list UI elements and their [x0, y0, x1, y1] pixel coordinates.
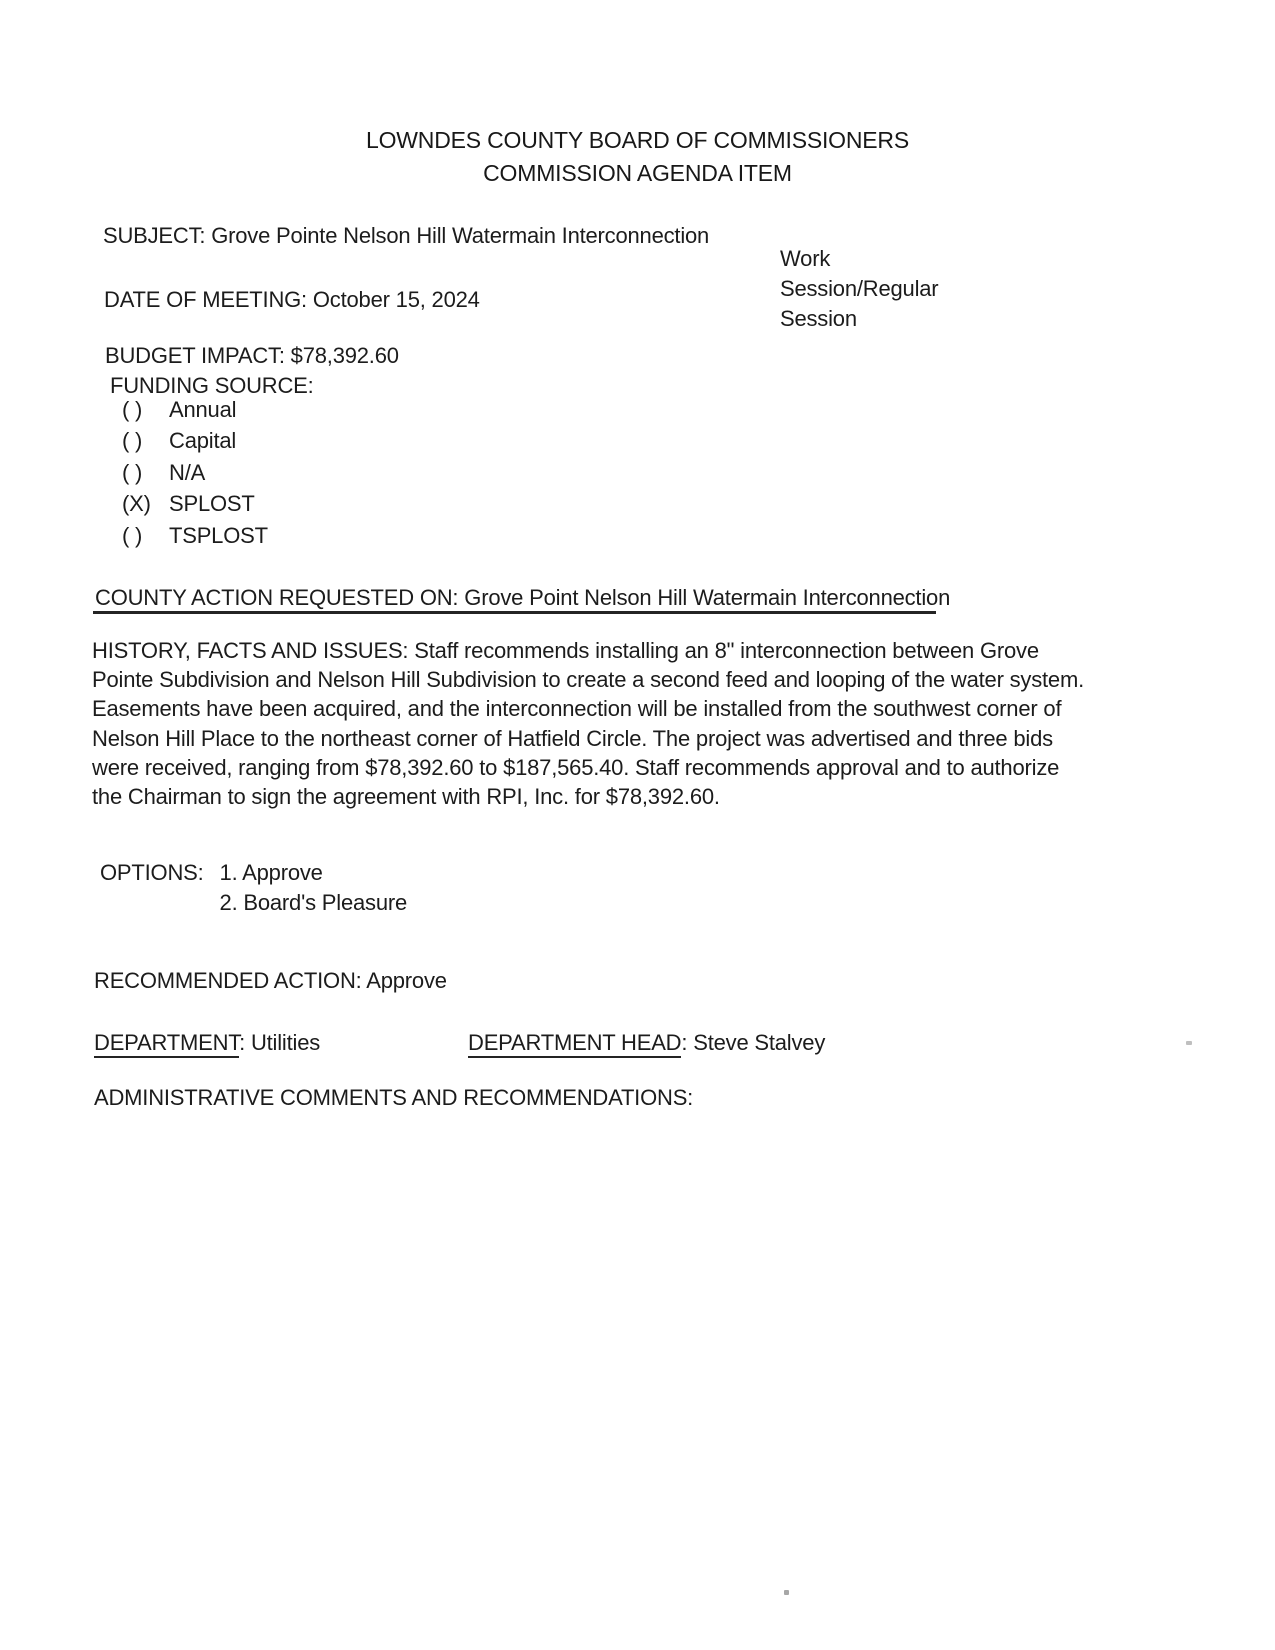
department-value: Utilities [250, 1030, 321, 1055]
funding-option-label: Capital [169, 428, 237, 454]
county-action-row [95, 585, 950, 611]
document-title [0, 124, 1275, 190]
options-items [220, 858, 408, 918]
title-line-2: COMMISSION AGENDA ITEM [483, 160, 792, 186]
horizontal-rule [93, 611, 936, 614]
checkbox-unchecked-icon: ( ) [122, 396, 143, 422]
session-type [780, 244, 950, 334]
funding-source-list [122, 394, 268, 552]
funding-option-annual [122, 394, 268, 426]
funding-option-splost [122, 489, 268, 521]
checkbox-unchecked-icon: ( ) [122, 459, 143, 485]
department-head-group [468, 1030, 825, 1056]
history-label: HISTORY, FACTS AND ISSUES: [92, 638, 409, 663]
meeting-date-row [104, 287, 480, 313]
title-line-1: LOWNDES COUNTY BOARD OF COMMISSIONERS [366, 127, 909, 153]
department-group [94, 1030, 320, 1058]
funding-option-label: Annual [169, 396, 237, 422]
department-row [94, 1030, 1194, 1056]
session-line-1: Work [780, 246, 831, 271]
funding-option-capital [122, 426, 268, 458]
funding-option-label: SPLOST [169, 491, 255, 517]
county-action-value: Grove Point Nelson Hill Watermain Interconnection [464, 585, 951, 610]
option-item-2: 2. Board's Pleasure [219, 890, 408, 915]
funding-option-tsplost [122, 520, 268, 552]
department-colon: : [239, 1030, 246, 1055]
department-label: DEPARTMENT [94, 1030, 239, 1058]
budget-impact-value: $78,392.60 [290, 343, 399, 368]
department-head-label: DEPARTMENT HEAD [468, 1030, 681, 1058]
checkbox-unchecked-icon: ( ) [122, 428, 143, 454]
history-text: Staff recommends installing an 8" interconnection between Grove Pointe Subdivision and Nelson Hill Subdivision to create a second feed and looping of the water system. Easements have been acquired, and the interconnection will be installed from the southwest corner of Nelson Hill Place to the northeast corner of Hatfield Circle. The project was advertised and three bids were received, ranging from $78,392.60 to $187,565.40. Staff recommends approval and to authorize the Chairman to sign the agreement with RPI, Inc. for $78,392.60. [92, 638, 1085, 810]
recommended-action-value: Approve [366, 968, 447, 993]
funding-option-label: TSPLOST [169, 522, 268, 548]
checkbox-checked-icon: (X) [122, 491, 151, 517]
recommended-action-row [94, 968, 447, 994]
admin-comments-label: ADMINISTRATIVE COMMENTS AND RECOMMENDATIONS: [94, 1085, 694, 1110]
scan-artifact [1186, 1041, 1192, 1045]
subject-row [103, 223, 709, 249]
scan-artifact [784, 1590, 789, 1595]
funding-option-label: N/A [169, 459, 206, 485]
budget-impact-label: BUDGET IMPACT: [105, 343, 285, 368]
funding-option-na [122, 457, 268, 489]
option-item-1: 1. Approve [219, 860, 323, 885]
history-paragraph [92, 636, 1094, 811]
department-head-value: Steve Stalvey [693, 1030, 826, 1055]
department-head-colon: : [681, 1030, 688, 1055]
recommended-action-label: RECOMMENDED ACTION: [94, 968, 362, 993]
meeting-date-label: DATE OF MEETING: [104, 287, 307, 312]
meeting-date-value: October 15, 2024 [312, 287, 480, 312]
session-line-2: Session/Regular [780, 276, 939, 301]
subject-value: Grove Pointe Nelson Hill Watermain Interconnection [211, 223, 710, 248]
funding-source-label: FUNDING SOURCE: [110, 373, 314, 398]
session-line-3: Session [780, 306, 857, 331]
subject-label: SUBJECT: [103, 223, 206, 248]
budget-impact-row [105, 343, 399, 369]
checkbox-unchecked-icon: ( ) [122, 522, 143, 548]
options-label: OPTIONS: [100, 860, 204, 885]
options-section [100, 858, 407, 918]
county-action-label: COUNTY ACTION REQUESTED ON: [95, 585, 459, 610]
